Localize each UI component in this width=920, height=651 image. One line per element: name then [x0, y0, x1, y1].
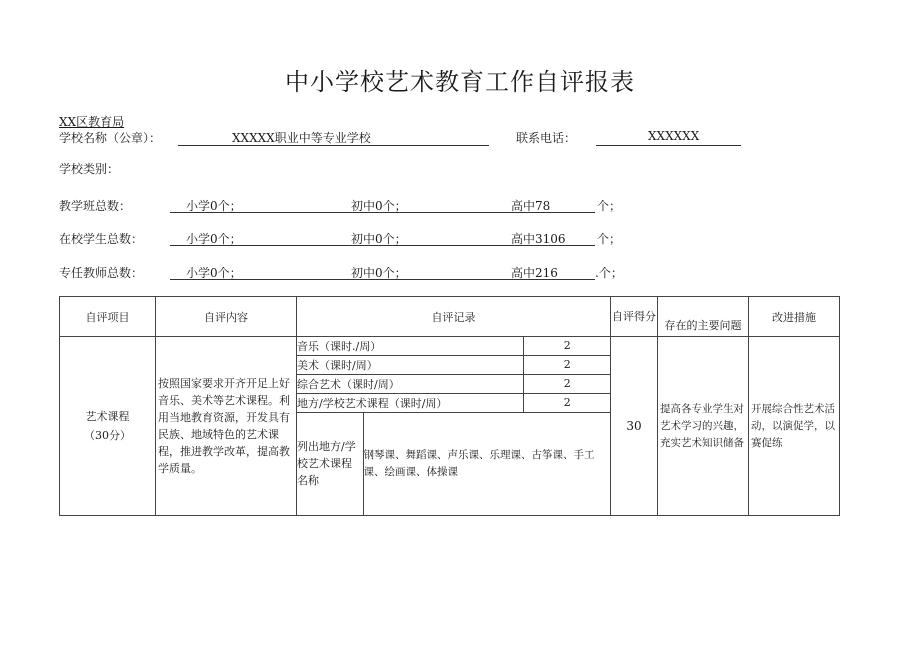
student-count-middle: 初中0个；	[351, 232, 407, 246]
record-value: 2	[523, 374, 611, 393]
student-count-high: 高中3106	[511, 232, 566, 246]
teacher-count-label: 专任教师总数：	[59, 266, 144, 280]
record-row	[297, 374, 611, 393]
school-type-label: 学校类别：	[59, 162, 120, 176]
local-course-row	[297, 412, 611, 515]
record-subtable	[297, 337, 611, 515]
record-value: 2	[523, 337, 611, 355]
record-row	[297, 337, 611, 355]
record-row	[297, 355, 611, 374]
score-cell: 30	[611, 337, 658, 516]
content-cell: 按照国家要求开齐开足上好音乐、美术等艺术课程。利用当地教育资源，开发具有民族、地域特色的艺术课程，推进教学改革，提高教学质量。	[156, 337, 297, 516]
student-count-underline	[170, 245, 595, 246]
local-course-label: 列出地方/学校艺术课程名称	[297, 412, 363, 515]
student-count-suffix: 个；	[597, 232, 622, 246]
record-label: 美术（课时/周）	[297, 355, 523, 374]
class-count-high: 高中78	[511, 199, 551, 213]
class-count-underline	[170, 212, 595, 213]
record-label: 综合艺术（课时/周）	[297, 374, 523, 393]
record-cell	[297, 337, 611, 516]
phone-label: 联系电话：	[516, 131, 577, 145]
header-record: 自评记录	[297, 297, 611, 337]
record-label: 音乐（课时./周）	[297, 337, 523, 355]
item-cell	[60, 337, 156, 516]
class-count-primary: 小学0个；	[186, 199, 242, 213]
teacher-count-primary: 小学0个；	[186, 266, 242, 280]
bureau-name: XX区教育局	[59, 115, 125, 129]
teacher-count-high: 高中216	[511, 266, 558, 280]
student-count-primary: 小学0个；	[186, 232, 242, 246]
record-label: 地方/学校艺术课程（课时/周）	[297, 393, 523, 412]
teacher-count-suffix: .个；	[595, 266, 623, 280]
item-name: 艺术课程	[85, 410, 130, 423]
teacher-count-underline	[170, 279, 595, 280]
teacher-count-middle: 初中0个；	[351, 266, 407, 280]
class-count-label: 教学班总数：	[59, 199, 132, 213]
record-row	[297, 393, 611, 412]
class-count-suffix: 个；	[597, 199, 622, 213]
record-value: 2	[523, 393, 611, 412]
header-score: 自评得分	[611, 297, 658, 337]
local-course-value: 钢琴课、舞蹈课、声乐课、乐理课、古筝课、手工课、绘画课、体操课	[363, 412, 611, 515]
phone-underline	[596, 145, 741, 146]
record-value: 2	[523, 355, 611, 374]
student-count-label: 在校学生总数：	[59, 232, 144, 246]
self-evaluation-table	[59, 296, 840, 516]
class-count-middle: 初中0个；	[351, 199, 407, 213]
school-name-value: XXXXX职业中等专业学校	[232, 131, 371, 145]
table-header-row	[60, 297, 840, 337]
header-measures: 改进措施	[749, 297, 840, 337]
table-row	[60, 337, 840, 516]
header-item: 自评项目	[60, 297, 156, 337]
header-content: 自评内容	[156, 297, 297, 337]
header-problems: 存在的主要问题	[658, 297, 749, 337]
measures-cell: 开展综合性艺术活动，以演促学，以赛促练	[749, 337, 840, 516]
school-name-label: 学校名称（公章）：	[59, 131, 162, 145]
item-points: （30分）	[84, 429, 131, 442]
page-title: 中小学校艺术教育工作自评报表	[285, 68, 635, 96]
school-name-underline	[178, 145, 489, 146]
problems-cell: 提高各专业学生对艺术学习的兴趣，充实艺术知识储备	[658, 337, 749, 516]
phone-value: XXXXXX	[648, 129, 700, 143]
